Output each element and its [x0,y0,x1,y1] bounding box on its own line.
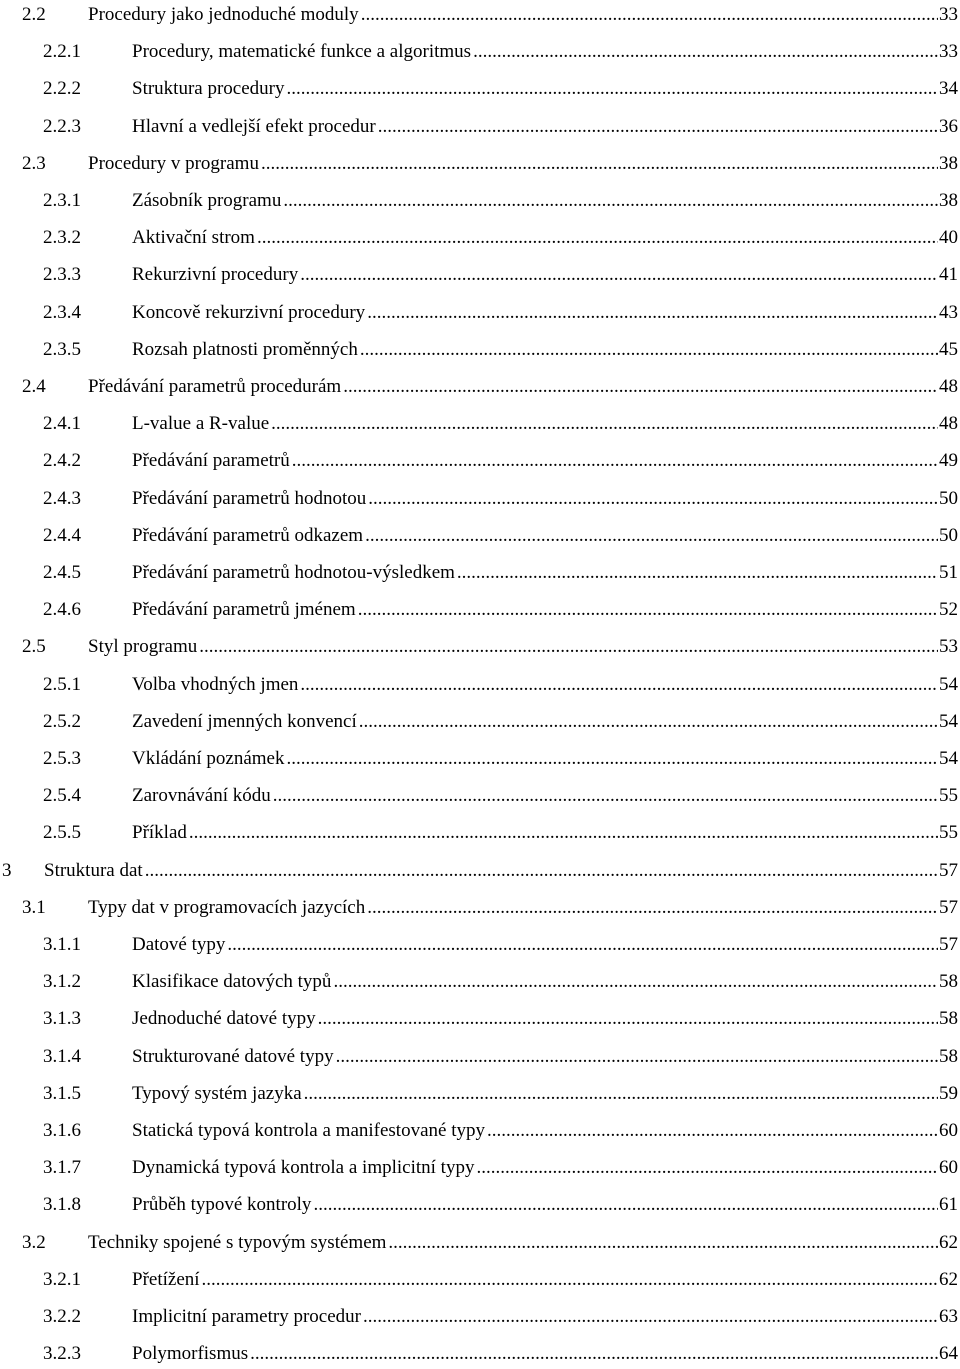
toc-entry-leader-dots [250,1339,938,1369]
toc-entry-number: 2.3.3 [43,264,81,286]
toc-entry-number: 3 [2,859,12,881]
toc-entry[interactable] [0,1265,960,1295]
toc-entry-number: 2.5.5 [43,822,81,844]
toc-entry-title: Polymorfismus [132,1343,249,1365]
toc-entry-page-number: 50 [939,524,958,546]
toc-entry-page-number: 33 [939,4,958,25]
toc-entry-title: Vkládání poznámek [132,748,285,769]
toc-entry-number: 3.2 [22,1231,46,1253]
toc-entry[interactable] [0,744,960,774]
toc-entry-title: Rekurzivní procedury [132,264,299,286]
toc-entry-leader-dots [365,521,938,551]
toc-entry-number: 2.4.4 [43,524,81,546]
toc-entry[interactable] [0,335,960,365]
toc-entry-number: 2.4.2 [43,450,81,472]
toc-entry-title: Předávání parametrů jménem [132,599,356,621]
toc-entry-leader-dots [304,1079,938,1109]
toc-entry-title: Volba vhodných jmen [132,673,299,695]
toc-entry-number: 3.1 [22,896,46,918]
toc-entry-number: 2.2.3 [43,115,81,137]
toc-entry-leader-dots [358,595,938,625]
toc-entry-title: Zarovnávání kódu [132,785,271,807]
toc-entry[interactable] [0,1079,960,1109]
toc-entry-number: 2.3.1 [43,190,81,211]
toc-entry-page-number: 48 [939,413,958,435]
toc-entry[interactable] [0,595,960,625]
toc-entry-title: Příklad [132,822,187,844]
toc-entry[interactable] [0,1042,960,1072]
toc-entry-title: Hlavní a vedlejší efekt procedur [132,115,376,137]
toc-entry-page-number: 57 [939,934,958,955]
toc-entry-number: 2.4 [22,376,46,397]
toc-entry-number: 2.4.6 [43,599,81,621]
toc-entry-leader-dots [476,1153,938,1183]
toc-entry-page-number: 38 [939,152,958,174]
toc-entry-leader-dots [261,149,938,179]
toc-entry-page-number: 58 [939,1045,958,1067]
toc-entry-page-number: 60 [939,1120,958,1141]
toc-entry-number: 3.1.5 [43,1082,81,1104]
toc-entry-title: Datové typy [132,934,226,955]
toc-entry-title: Rozsah platnosti proměnných [132,338,358,360]
toc-entry-number: 2.2.1 [43,41,81,63]
toc-entry-number: 3.1.1 [43,934,81,955]
toc-entry[interactable] [0,521,960,551]
toc-entry-leader-dots [300,670,938,700]
toc-entry[interactable] [0,1116,960,1146]
toc-entry-leader-dots [367,893,938,923]
toc-entry-leader-dots [271,409,938,439]
toc-entry-page-number: 34 [939,78,958,100]
toc-entry-leader-dots [359,707,938,737]
toc-entry-number: 2.2 [22,4,46,25]
toc-entry-title: Dynamická typová kontrola a implicitní typy [132,1157,475,1179]
toc-entry-page-number: 38 [939,190,958,211]
toc-entry-number: 3.1.3 [43,1008,81,1030]
toc-entry-title: L-value a R-value [132,413,270,435]
toc-entry-title: Koncově rekurzivní procedury [132,301,366,323]
toc-entry-leader-dots [343,372,938,402]
toc-entry-title: Implicitní parametry procedur [132,1306,361,1327]
toc-entry[interactable] [0,781,960,811]
toc-entry-title: Zásobník programu [132,190,282,211]
toc-entry-title: Statická typová kontrola a manifestované typy [132,1120,485,1141]
toc-entry-number: 2.4.5 [43,562,81,583]
toc-entry-leader-dots [202,1265,938,1295]
toc-entry-page-number: 57 [939,859,958,881]
toc-entry-leader-dots [318,1004,938,1034]
toc-entry-title: Aktivační strom [132,227,255,249]
toc-entry[interactable] [0,446,960,476]
toc-entry-leader-dots [257,223,938,253]
toc-entry[interactable] [0,298,960,328]
toc-entry[interactable] [0,670,960,700]
toc-entry-title: Přetížení [132,1268,200,1290]
toc-entry-page-number: 50 [939,487,958,509]
toc-entry[interactable] [0,930,960,960]
toc-entry-leader-dots [367,298,938,328]
toc-entry-page-number: 55 [939,785,958,807]
toc-entry-number: 2.5.2 [43,710,81,732]
toc-entry-title: Struktura procedury [132,78,285,100]
toc-entry-number: 2.5 [22,636,46,658]
toc-entry-leader-dots [378,112,938,142]
toc-entry[interactable] [0,818,960,848]
toc-entry-page-number: 62 [939,1231,958,1253]
toc-entry-title: Předávání parametrů procedurám [88,376,342,397]
toc-entry-page-number: 36 [939,115,958,137]
toc-entry-page-number: 57 [939,896,958,918]
toc-entry-title: Průběh typové kontroly [132,1194,312,1216]
toc-entry-title: Jednoduché datové typy [132,1008,316,1030]
toc-entry-number: 3.1.4 [43,1045,81,1067]
toc-entry-page-number: 48 [939,376,958,397]
toc-entry-number: 2.5.3 [43,748,81,769]
toc-entry-leader-dots [336,1042,938,1072]
toc-entry[interactable] [0,1302,960,1332]
toc-entry-number: 2.4.3 [43,487,81,509]
toc-entry-title: Klasifikace datových typů [132,971,332,993]
toc-entry-page-number: 51 [939,562,958,583]
toc-entry-page-number: 62 [939,1268,958,1290]
toc-entry-number: 3.2.3 [43,1343,81,1365]
toc-entry[interactable] [0,409,960,439]
toc-entry-number: 3.1.6 [43,1120,81,1141]
toc-entry-page-number: 59 [939,1082,958,1104]
toc-entry-leader-dots [286,744,938,774]
toc-entry[interactable] [0,1228,960,1258]
toc-entry[interactable] [0,372,960,402]
toc-entry-number: 2.3.2 [43,227,81,249]
toc-entry-leader-dots [457,558,938,588]
toc-entry-number: 3.2.2 [43,1306,81,1327]
toc-entry-number: 3.1.7 [43,1157,81,1179]
toc-entry-title: Předávání parametrů [132,450,290,472]
toc-entry[interactable] [0,1339,960,1369]
toc-entry-number: 3.1.2 [43,971,81,993]
toc-entry-leader-dots [313,1190,938,1220]
toc-entry-leader-dots [286,74,938,104]
toc-entry-title: Techniky spojené s typovým systémem [88,1231,387,1253]
toc-entry[interactable] [0,893,960,923]
toc-entry[interactable] [0,112,960,142]
toc-entry-leader-dots [227,930,938,960]
toc-entry-title: Předávání parametrů odkazem [132,524,364,546]
toc-entry[interactable] [0,0,960,30]
toc-entry-number: 2.5.4 [43,785,81,807]
toc-entry[interactable] [0,149,960,179]
toc-entry-title: Typový systém jazyka [132,1082,302,1104]
toc-entry[interactable] [0,37,960,67]
toc-entry-number: 2.2.2 [43,78,81,100]
toc-entry-leader-dots [360,335,938,365]
toc-entry-page-number: 53 [939,636,958,658]
toc-entry-leader-dots [189,818,938,848]
toc-entry-page-number: 33 [939,41,958,63]
toc-entry[interactable] [0,223,960,253]
toc-entry-leader-dots [273,781,938,811]
toc-entry-leader-dots [292,446,938,476]
toc-entry[interactable] [0,1004,960,1034]
toc-entry-leader-dots [368,484,938,514]
toc-entry-number: 2.3 [22,152,46,174]
toc-entry-number: 2.4.1 [43,413,81,435]
toc-entry-page-number: 41 [939,264,958,286]
toc-entry-leader-dots [361,0,938,30]
toc-entry-page-number: 54 [939,673,958,695]
toc-entry-page-number: 43 [939,301,958,323]
toc-entry[interactable] [0,260,960,290]
toc-entry-number: 3.1.8 [43,1194,81,1216]
toc-entry-number: 2.3.5 [43,338,81,360]
toc-entry-page-number: 45 [939,338,958,360]
toc-entry-title: Zavedení jmenných konvencí [132,710,357,732]
toc-entry[interactable] [0,707,960,737]
toc-entry-leader-dots [388,1228,938,1258]
toc-entry-page-number: 58 [939,1008,958,1030]
toc-entry[interactable] [0,74,960,104]
toc-entry-page-number: 54 [939,748,958,769]
toc-entry-page-number: 61 [939,1194,958,1216]
toc-entry[interactable] [0,1153,960,1183]
toc-entry-title: Struktura dat [44,859,143,881]
toc-entry-leader-dots [487,1116,938,1146]
toc-entry-page-number: 40 [939,227,958,249]
toc-entry-page-number: 55 [939,822,958,844]
toc-entry-leader-dots [333,967,938,997]
toc-entry-title: Strukturované datové typy [132,1045,334,1067]
toc-entry-page-number: 49 [939,450,958,472]
toc-entry-page-number: 52 [939,599,958,621]
toc-entry[interactable] [0,484,960,514]
toc-entry-leader-dots [300,260,938,290]
toc-entry[interactable] [0,558,960,588]
toc-entry[interactable] [0,1190,960,1220]
toc-entry-title: Předávání parametrů hodnotou-výsledkem [132,562,455,583]
toc-entry-page-number: 64 [939,1343,958,1365]
toc-entry-page-number: 63 [939,1306,958,1327]
toc-entry-number: 2.5.1 [43,673,81,695]
toc-entry[interactable] [0,186,960,216]
toc-entry-leader-dots [199,632,938,662]
toc-entry-title: Procedury v programu [88,152,259,174]
toc-entry-leader-dots [145,856,938,886]
toc-entry[interactable] [0,856,960,886]
toc-entry-title: Styl programu [88,636,198,658]
toc-entry-title: Typy dat v programovacích jazycích [88,896,366,918]
toc-entry-page-number: 60 [939,1157,958,1179]
toc-entry-number: 3.2.1 [43,1268,81,1290]
toc-entry-title: Předávání parametrů hodnotou [132,487,367,509]
toc-entry[interactable] [0,967,960,997]
toc-entry-title: Procedury, matematické funkce a algoritmus [132,41,472,63]
toc-entry-page-number: 54 [939,710,958,732]
toc-entry-leader-dots [473,37,938,67]
toc-entry-number: 2.3.4 [43,301,81,323]
toc-entry-leader-dots [283,186,938,216]
toc-entry[interactable] [0,632,960,662]
toc-entry-page-number: 58 [939,971,958,993]
toc-entry-title: Procedury jako jednoduché moduly [88,4,359,25]
toc-entry-leader-dots [363,1302,938,1332]
